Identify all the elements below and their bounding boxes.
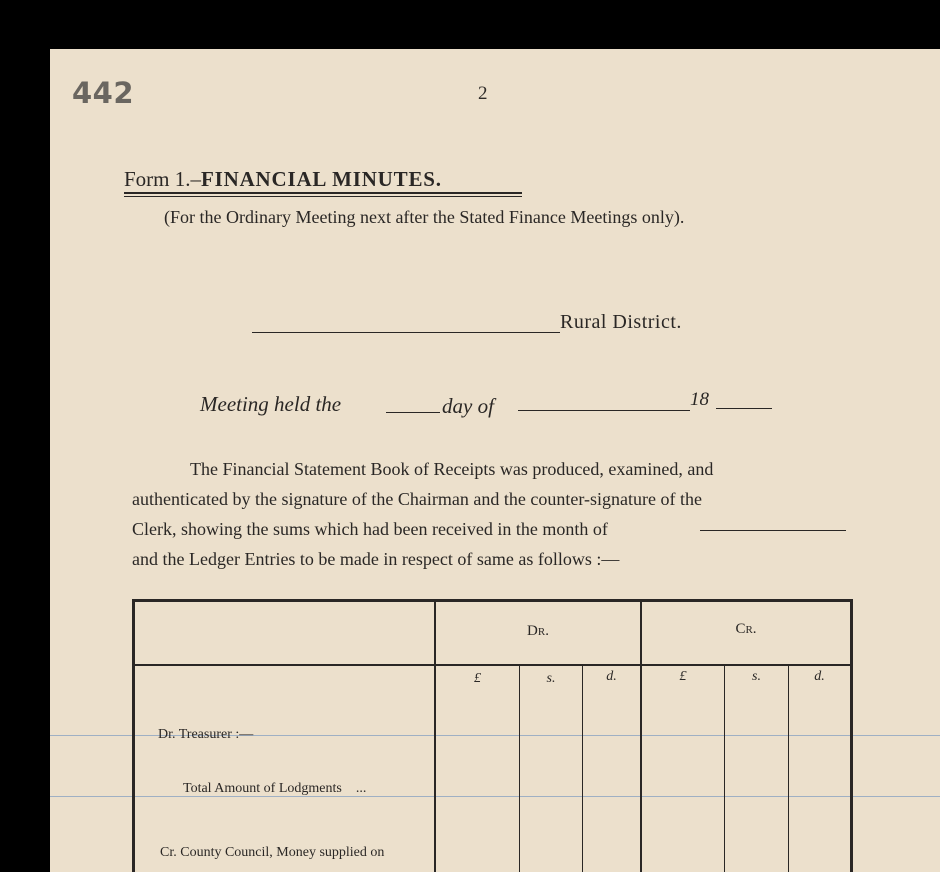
folio-number: 442 [72,76,135,110]
ledger-table [132,599,853,872]
meeting-day-blank [386,412,440,413]
form-title-dash: – [190,167,202,191]
month-blank-line [700,530,846,531]
document-page [50,49,940,872]
header-separator [132,664,853,666]
title-underline [124,192,522,194]
form-title-main: FINANCIAL MINUTES. [201,167,442,191]
form-subtitle: (For the Ordinary Meeting next after the Stated Finance Meetings only). [164,207,685,227]
meeting-year-blank [716,408,772,409]
district-label: Rural District. [560,311,682,333]
table-row-label: Total Amount of Lodgments ... [183,781,367,796]
unit-pence: d. [606,669,617,684]
table-border-right [850,599,853,872]
column-divider [640,599,642,872]
subcolumn-divider [582,666,583,872]
unit-pounds: £ [679,669,687,684]
table-border-left [132,599,135,872]
paragraph-line: The Financial Statement Book of Receipts was produced, examined, and [190,459,714,479]
unit-shillings: s. [546,671,556,686]
meeting-day-label: day of [442,394,494,418]
table-row-label: Cr. County Council, Money supplied on [160,845,385,860]
title-underline-thin [124,196,522,197]
subcolumn-divider [519,666,520,872]
dr-header: Dr. [527,623,549,639]
meeting-year-label: 18 [690,389,709,410]
unit-pence: d. [814,669,825,684]
paragraph-line: authenticated by the signature of the Chairman and the counter-signature of the [132,489,702,509]
district-blank-line [252,332,560,333]
unit-shillings: s. [752,669,761,684]
page-number: 2 [478,83,488,104]
meeting-held-label: Meeting held the [200,392,342,416]
cr-header: Cr. [735,621,757,637]
paragraph-line: Clerk, showing the sums which had been received in the month of [132,519,608,539]
form-title-prefix: Form 1. [124,167,191,191]
table-row-label: Dr. Treasurer :— [158,727,254,742]
form-title [124,167,442,192]
table-border-top [132,599,853,602]
meeting-month-blank [518,410,690,411]
subcolumn-divider [724,666,725,872]
unit-pounds: £ [474,671,481,686]
subcolumn-divider [788,666,789,872]
paragraph-line: and the Ledger Entries to be made in respect of same as follows :— [132,549,620,569]
